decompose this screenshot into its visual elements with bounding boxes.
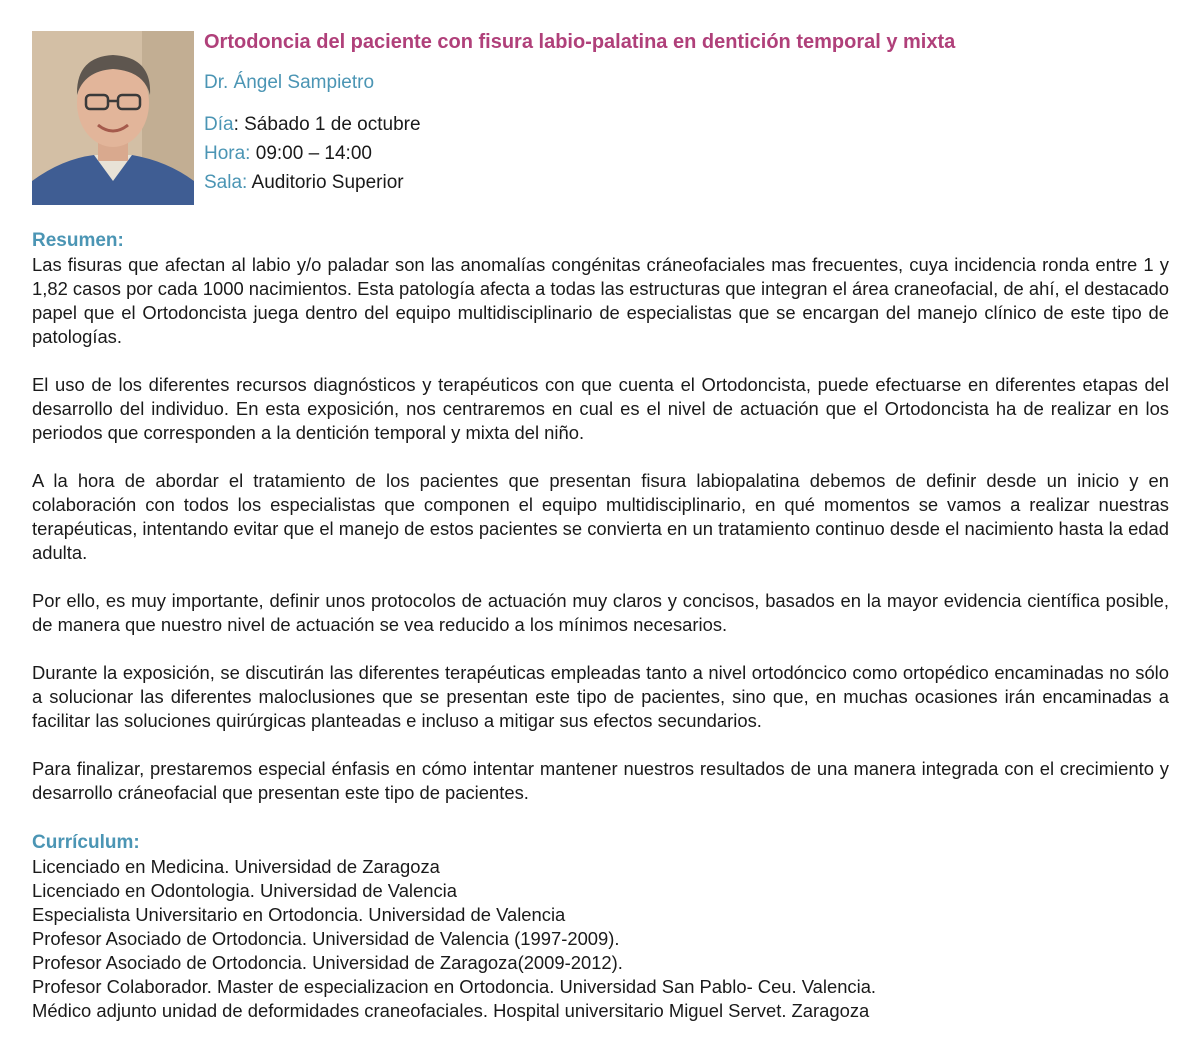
time-value: 09:00 – 14:00 (250, 143, 372, 164)
curriculum-item: Profesor Asociado de Ortodoncia. Universidad de Valencia (1997-2009). (32, 928, 620, 949)
room-row (204, 168, 1184, 197)
curriculum-item: Profesor Asociado de Ortodoncia. Universidad de Zaragoza(2009-2012). (32, 952, 623, 973)
room-value: Auditorio Superior (247, 172, 404, 193)
summary-paragraph: Por ello, es muy importante, definir unos protocolos de actuación muy claros y concisos, basados en la mayor evidencia científica posible, de manera que nuestro nivel de actuación se vea reducido a los mínimos necesarios. (32, 590, 1169, 635)
summary-paragraph: A la hora de abordar el tratamiento de los pacientes que presentan fisura labiopalatina debemos de definir desde un inicio y en colaboración con todos los especialistas que componen el equipo multidisciplinario, en qué momentos se vamos a realizar nuestras terapéuticas, intentando evitar que el manejo de estos pacientes se convierta en un tratamiento continuo desde el nacimiento hasta la edad adulta. (32, 470, 1169, 563)
time-row (204, 139, 1184, 168)
day-value: : Sábado 1 de octubre (233, 114, 421, 135)
summary-paragraph: Para finalizar, prestaremos especial énfasis en cómo intentar mantener nuestros resultados de una manera integrada con el crecimiento y desarrollo cráneofacial que presentan este tipo de pacientes. (32, 758, 1169, 803)
curriculum-item: Profesor Colaborador. Master de especializacion en Ortodoncia. Universidad San Pablo- Ceu. Valencia. (32, 976, 877, 997)
speaker-portrait-icon (32, 31, 194, 205)
speaker-name: Dr. Ángel Sampietro (204, 72, 375, 93)
day-row (204, 110, 1184, 139)
summary-paragraph: Durante la exposición, se discutirán las diferentes terapéuticas empleadas tanto a nivel ortodóncico como ortopédico encaminadas no sólo a solucionar las diferentes maloclusiones que se presentan este tipo de pacientes, sino que, en muchas ocasiones irán encaminadas a facilitar las soluciones quirúrgicas planteadas e incluso a mitigar sus efectos secundarios. (32, 662, 1169, 731)
event-header (204, 28, 1184, 197)
event-details (204, 110, 1184, 197)
curriculum-item: Especialista Universitario en Ortodoncia. Universidad de Valencia (32, 904, 566, 925)
main-content (32, 229, 1169, 1023)
summary-heading: Resumen: (32, 230, 124, 251)
time-label: Hora: (204, 143, 251, 164)
summary-paragraph: Las fisuras que afectan al labio y/o paladar son las anomalías congénitas cráneofaciales mas frecuentes, cuya incidencia ronda entre 1 y 1,82 casos por cada 1000 nacimientos. Esta patología afecta a todas las estructuras que integran el área craneofacial, de ahí, el destacado papel que el Ortodoncista juega dentro del equipo multidisciplinario de especialistas que se encargan del manejo clínico de este tipo de patologías. (32, 254, 1169, 347)
room-label: Sala: (204, 172, 248, 193)
summary-body (32, 253, 1169, 805)
curriculum-item: Licenciado en Odontologia. Universidad de Valencia (32, 880, 457, 901)
summary-paragraph: El uso de los diferentes recursos diagnósticos y terapéuticos con que cuenta el Ortodoncista, puede efectuarse en diferentes etapas del desarrollo del individuo. En esta exposición, nos centraremos en cual es el nivel de actuación que el Ortodoncista ha de realizar en los periodos que corresponden a la dentición temporal y mixta del niño. (32, 374, 1169, 443)
page-title: Ortodoncia del paciente con fisura labio-palatina en dentición temporal y mixta (204, 31, 956, 53)
speaker-photo (32, 31, 194, 205)
curriculum-list (32, 855, 1169, 1023)
curriculum-heading: Currículum: (32, 832, 140, 853)
day-label: Día (204, 114, 234, 135)
curriculum-item: Médico adjunto unidad de deformidades craneofaciales. Hospital universitario Miguel Servet. Zaragoza (32, 1000, 870, 1021)
curriculum-item: Licenciado en Medicina. Universidad de Zaragoza (32, 856, 440, 877)
